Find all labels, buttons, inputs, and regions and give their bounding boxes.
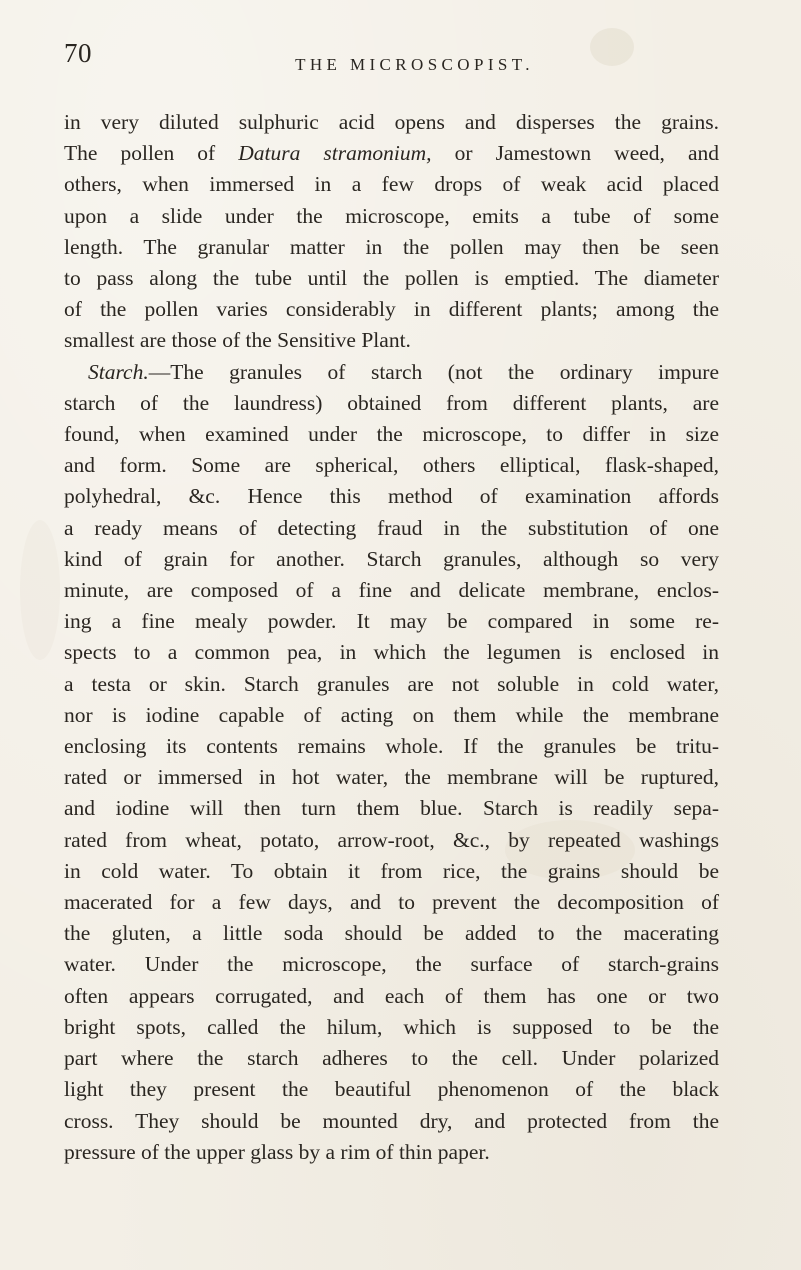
body-text <box>64 107 719 1168</box>
text-line: cross. They should be mounted dry, and protected from the <box>64 1108 719 1133</box>
section-heading: Starch. <box>88 359 149 384</box>
text-line: others, when immersed in a few drops of weak acid placed <box>64 172 719 197</box>
text-line: of the pollen varies considerably in different plants; among the <box>64 297 719 322</box>
text-line: part where the starch adheres to the cell. Under polarized <box>64 1046 719 1071</box>
text-line: nor is iodine capable of acting on them while the membrane <box>64 702 719 727</box>
text-line: upon a slide under the microscope, emits a tube of some <box>64 203 719 228</box>
text-line: starch of the laundress) obtained from different plants, are <box>64 390 719 415</box>
text-line <box>64 138 719 169</box>
text-line: in cold water. To obtain it from rice, the grains should be <box>64 858 719 883</box>
text-line: spects to a common pea, in which the legumen is enclosed in <box>64 640 719 665</box>
text-line: a testa or skin. Starch granules are not soluble in cold water, <box>64 671 719 696</box>
text-line: water. Under the microscope, the surface of starch-grains <box>64 952 719 977</box>
paper-stain <box>20 520 60 660</box>
text-segment: —The granules of starch (not the ordinary impure <box>148 359 719 384</box>
text-line: smallest are those of the Sensitive Plant. <box>64 328 411 353</box>
text-line: and iodine will then turn them blue. Starch is readily sepa- <box>64 796 719 821</box>
text-segment: The pollen of <box>64 141 239 166</box>
text-line: length. The granular matter in the pollen may then be seen <box>64 234 719 259</box>
text-line: enclosing its contents remains whole. If the granules be tritu- <box>64 734 719 759</box>
text-line: kind of grain for another. Starch granules, although so very <box>64 546 719 571</box>
text-line <box>64 357 719 388</box>
text-segment: or Jamestown weed, and <box>431 141 720 166</box>
text-line: in very diluted sulphuric acid opens and disperses the grains. <box>64 110 719 134</box>
text-line: and form. Some are spherical, others elliptical, flask-shaped, <box>64 453 719 478</box>
page-number: 70 <box>64 38 92 68</box>
text-line: bright spots, called the hilum, which is supposed to be the <box>64 1014 719 1039</box>
text-line: ing a fine mealy powder. It may be compared in some re- <box>64 609 719 634</box>
text-line: a ready means of detecting fraud in the substitution of one <box>64 515 719 540</box>
text-line: macerated for a few days, and to prevent the decomposition of <box>64 890 719 915</box>
text-line: found, when examined under the microscope, to differ in size <box>64 422 719 447</box>
text-line: minute, are composed of a fine and delicate membrane, enclos- <box>64 578 719 603</box>
species-name: Datura stramonium, <box>238 141 432 166</box>
text-line: to pass along the tube until the pollen is emptied. The diameter <box>64 266 719 291</box>
text-line: light they present the beautiful phenomenon of the black <box>64 1077 719 1102</box>
page-header <box>64 38 715 74</box>
text-line: pressure of the upper glass by a rim of thin paper. <box>64 1139 490 1164</box>
text-line: polyhedral, &c. Hence this method of examination affords <box>64 484 719 509</box>
text-line: rated from wheat, potato, arrow-root, &c., by repeated washings <box>64 827 719 852</box>
text-line: often appears corrugated, and each of them has one or two <box>64 983 719 1008</box>
text-line: rated or immersed in hot water, the membrane will be ruptured, <box>64 765 719 790</box>
running-head: THE MICROSCOPIST. <box>295 55 534 74</box>
text-line: the gluten, a little soda should be added to the macerating <box>64 921 719 946</box>
